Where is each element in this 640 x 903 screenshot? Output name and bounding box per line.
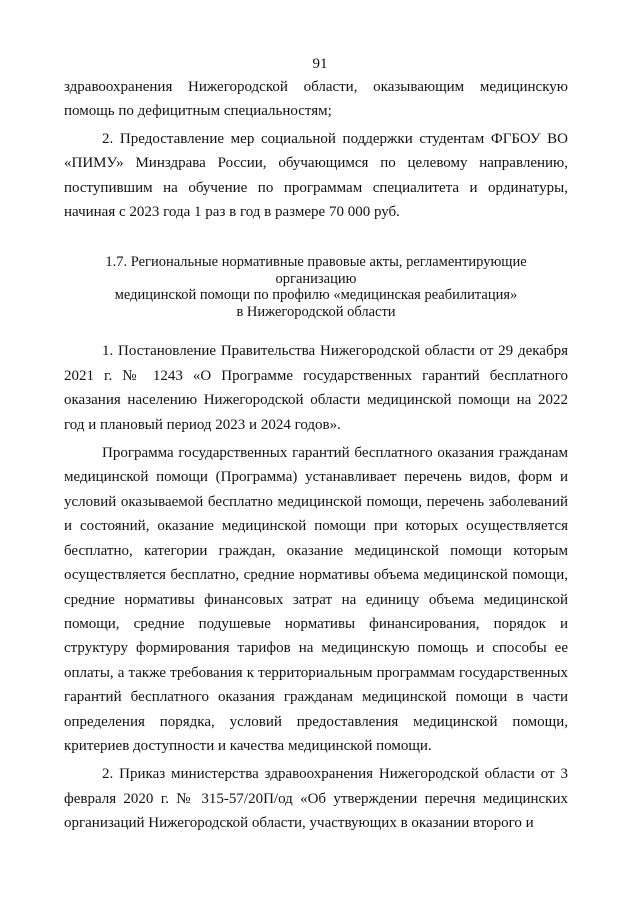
- section-heading: [64, 254, 568, 320]
- paragraph-ministry-order: 2. Приказ министерства здравоохранения Нижегородской области от 3 февраля 2020 г. № 315-57/20П/од «Об утверждении перечня медицинских организаций Нижегородской области, участвующих в оказании второго и: [64, 766, 568, 832]
- section-heading-line-2: медицинской помощи по профилю «медицинская реабилитация»: [114, 287, 518, 304]
- page-number: 91: [312, 56, 328, 72]
- section-heading-line-3: в Нижегородской области: [236, 303, 396, 320]
- paragraph-program-description: Программа государственных гарантий бесплатного оказания гражданам медицинской помощи (Программа) устанавливает перечень видов, форм и условий оказываемой бесплатно медицинской помощи, перечень заболеваний и состояний, оказание медицинской помощи при которых осуществляется бесплатно, категории граждан, оказание медицинской помощи которым осуществляется бесплатно, средние нормативы объема медицинской помощи, средние нормативы финансовых затрат на единицу объема медицинской помощи, средние подушевые нормативы финансирования, порядок и структуру формирования тарифов на медицинскую помощь и способы ее оплаты, а также требования к территориальным программам государственных гарантий бесплатного оказания гражданам медицинской помощи в части определения порядка, условий предоставления медицинской помощи, критериев доступности и качества медицинской помощи.: [64, 445, 568, 754]
- document-body: [64, 75, 568, 836]
- paragraph-continued: здравоохранения Нижегородской области, оказывающим медицинскую помощь по дефицитным специальностям;: [64, 79, 568, 120]
- section-heading-line-1: 1.7. Региональные нормативные правовые акты, регламентирующие организацию: [105, 254, 527, 287]
- paragraph-student-support: 2. Предоставление мер социальной поддержки студентам ФГБОУ ВО «ПИМУ» Минздрава России, обучающимся по целевому направлению, поступившим на обучение по программам специалитета и ординатуры, начиная с 2023 года 1 раз в год в размере 70 000 руб.: [64, 130, 568, 221]
- paragraph-resolution: 1. Постановление Правительства Нижегородской области от 29 декабря 2021 г. № 1243 «О Программе государственных гарантий бесплатного оказания населению Нижегородской области медицинской помощи на 2022 год и плановый период 2023 и 2024 годов».: [64, 343, 568, 433]
